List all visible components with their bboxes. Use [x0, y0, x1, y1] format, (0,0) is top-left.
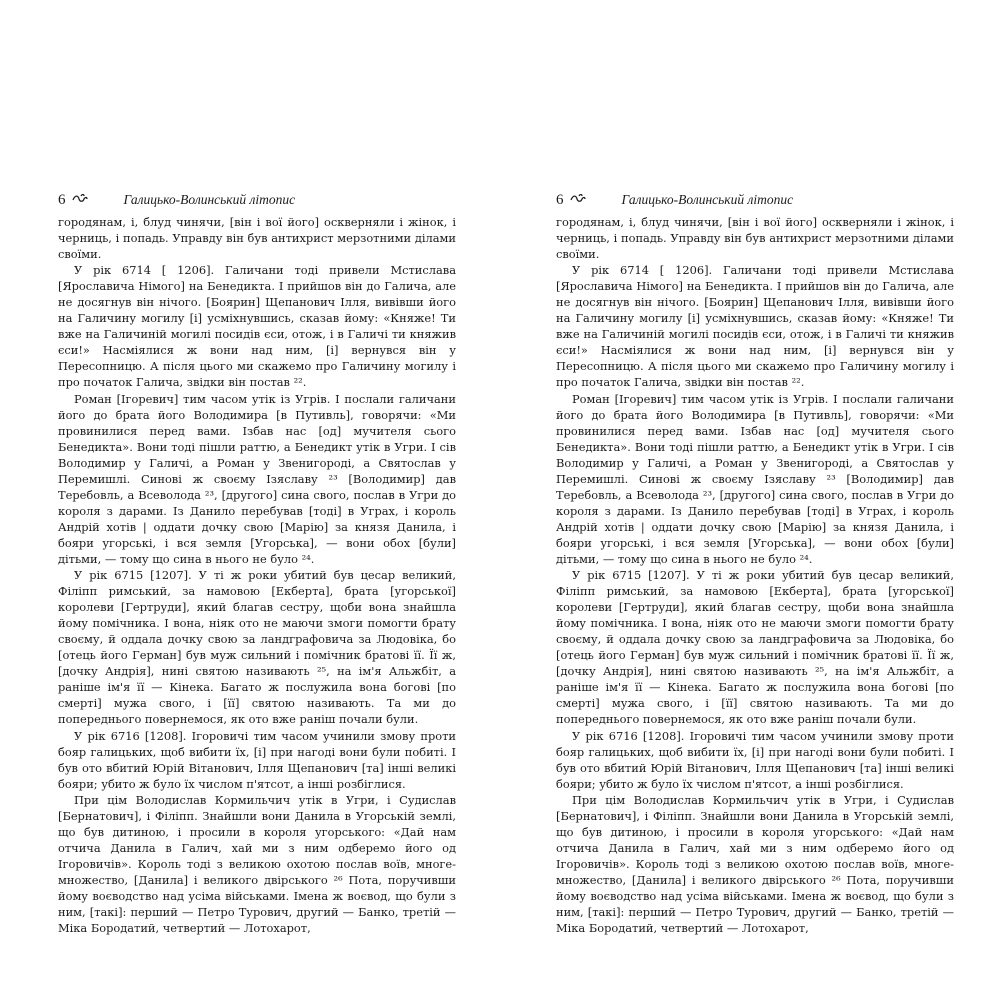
running-title: Галицько-Волинський літопис — [123, 192, 296, 207]
running-header — [556, 192, 954, 214]
paragraph: Роман [Ігоревич] тим часом утік із Угрів. І послали галичани його до брата його Володимира [в Путивль], говорячи: «Ми провинилися перед вами. Ізбав нас [од] мучителя сього Бенедикта». Вони тоді пішли раттю, а Бенедикт утік в Угри. І сів Володимир у Галичі, а Роман у Звенигороді, а Святослав у Перемишлі. Синові ж своєму Ізяславу ²³ [Володимир] дав Теребовль, а Всеволода ²³, [другого] сина свого, послав в Угри до короля з дарами. Із Данило перебував [тоді] в Уграх, і король Андрій хотів | оддати дочку свою [Марію] за князя Данила, і бояри угорські, і вся земля [Угорська], — вони обох [були] дітьми, — тому що сина в нього не було ²⁴. — [58, 391, 456, 566]
paragraph: У рік 6716 [1208]. Ігоровичі тим часом учинили змову проти бояр галицьких, щоб вибити їх, [і] при нагоді вони були побиті. І був ото вбитий Юрій Вітанович, Ілля Щепанович [та] інші великі бояри; убито ж було їх числом п'ятсот, а інші розбіглися. — [556, 728, 954, 791]
right-page — [556, 192, 954, 936]
paragraph: У рік 6716 [1208]. Ігоровичі тим часом учинили змову проти бояр галицьких, щоб вибити їх, [і] при нагоді вони були побиті. І був ото вбитий Юрій Вітанович, Ілля Щепанович [та] інші великі бояри; убито ж було їх числом п'ятсот, а інші розбіглися. — [58, 728, 456, 791]
paragraph: У рік 6714 [ 1206]. Галичани тоді привели Мстислава [Ярославича Німого] на Бенедикта. І прийшов він до Галича, але не досягнув він нічого. [Боярин] Щепанович Ілля, вивівши його на Галичину могилу [і] усміхнувшись, сказав йому: «Княже! Ти вже на Галичиній могилі посидів єси, отож, і в Галичі ти княжив єси!» Насміялися ж вони над ним, [і] вернувся він у Пересопницю. А після цього ми скажемо про Галичину могилу і про початок Галича, звідки він постав ²². — [58, 263, 456, 390]
paragraph: У рік 6715 [1207]. У ті ж роки убитий був цесар великий, Філіпп римський, за намовою [Екберта], брата [угорської] королеви [Гертруди], який благав сестру, щоби вона знайшла йому помічника. І вона, ніяк ото не маючи змоги помогти брату своєму, й оддала дочку свою за ландграфовича за Людовіка, бо [отець його Герман] був муж сильний і помічник братові її. Її ж, [дочку Андрія], нині святою називають ²⁵, на ім'я Альжбіт, а раніше ім'я її — Кінека. Багато ж послужила вона богові [по смерті] мужа свого, і [її] святою називають. Та ми до попереднього повернемося, як ото вже раніш почали були. — [556, 568, 954, 727]
ornament-icon — [72, 192, 90, 208]
paragraph: У рік 6714 [ 1206]. Галичани тоді привели Мстислава [Ярославича Німого] на Бенедикта. І прийшов він до Галича, але не досягнув він нічого. [Боярин] Щепанович Ілля, вивівши його на Галичину могилу [і] усміхнувшись, сказав йому: «Княже! Ти вже на Галичиній могилі посидів єси, отож, і в Галичі ти княжив єси!» Насміялися ж вони над ним, [і] вернувся він у Пересопницю. А після цього ми скажемо про Галичину могилу і про початок Галича, звідки він постав ²². — [556, 263, 954, 390]
paragraph: городянам, і, блуд чинячи, [він і вої його] оскверняли і жінок, і черниць, і попадь. Управду він був антихрист мерзотними ділами своїми. — [556, 215, 954, 262]
paragraph: городянам, і, блуд чинячи, [він і вої його] оскверняли і жінок, і черниць, і попадь. Управду він був антихрист мерзотними ділами своїми. — [58, 215, 456, 262]
paragraph: При цім Володислав Кормильчич утік в Угри, і Судислав [Бернатович], і Філіпп. Знайшли вони Данила в Угорській землі, що був дитиною, і просили в короля угорського: «Дай нам отчича Данила в Галич, хай ми з ним одберемо його од Ігоровичів». Король тоді з великою охотою послав воїв, многе-множество, [Данила] і великого двірського ²⁶ Пота, поручивши йому воєводство над усіма військами. Імена ж воєвод, що були з ним, [такі]: перший — Петро Турович, другий — Банко, третій — Міка Бородатий, четвертий — Лотохарот, — [556, 792, 954, 936]
paragraph: Роман [Ігоревич] тим часом утік із Угрів. І послали галичани його до брата його Володимира [в Путивль], говорячи: «Ми провинилися перед вами. Ізбав нас [од] мучителя сього Бенедикта». Вони тоді пішли раттю, а Бенедикт утік в Угри. І сів Володимир у Галичі, а Роман у Звенигороді, а Святослав у Перемишлі. Синові ж своєму Ізяславу ²³ [Володимир] дав Теребовль, а Всеволода ²³, [другого] сина свого, послав в Угри до короля з дарами. Із Данило перебував [тоді] в Уграх, і король Андрій хотів | оддати дочку свою [Марію] за князя Данила, і бояри угорські, і вся земля [Угорська], — вони обох [були] дітьми, — тому що сина в нього не було ²⁴. — [556, 391, 954, 566]
page-number: 6 — [58, 192, 66, 208]
left-page — [58, 192, 456, 936]
ornament-icon — [570, 192, 588, 208]
paragraph: У рік 6715 [1207]. У ті ж роки убитий був цесар великий, Філіпп римський, за намовою [Екберта], брата [угорської] королеви [Гертруди], який благав сестру, щоби вона знайшла йому помічника. І вона, ніяк ото не маючи змоги помогти брату своєму, й оддала дочку свою за ландграфовича за Людовіка, бо [отець його Герман] був муж сильний і помічник братові її. Її ж, [дочку Андрія], нині святою називають ²⁵, на ім'я Альжбіт, а раніше ім'я її — Кінека. Багато ж послужила вона богові [по смерті] мужа свого, і [її] святою називають. Та ми до попереднього повернемося, як ото вже раніш почали були. — [58, 568, 456, 727]
page-number: 6 — [556, 192, 564, 208]
paragraph: При цім Володислав Кормильчич утік в Угри, і Судислав [Бернатович], і Філіпп. Знайшли вони Данила в Угорській землі, що був дитиною, і просили в короля угорського: «Дай нам отчича Данила в Галич, хай ми з ним одберемо його од Ігоровичів». Король тоді з великою охотою послав воїв, многе-множество, [Данила] і великого двірського ²⁶ Пота, поручивши йому воєводство над усіма військами. Імена ж воєвод, що були з ним, [такі]: перший — Петро Турович, другий — Банко, третій — Міка Бородатий, четвертий — Лотохарот, — [58, 792, 456, 936]
running-header — [58, 192, 456, 214]
running-title: Галицько-Волинський літопис — [621, 192, 794, 207]
